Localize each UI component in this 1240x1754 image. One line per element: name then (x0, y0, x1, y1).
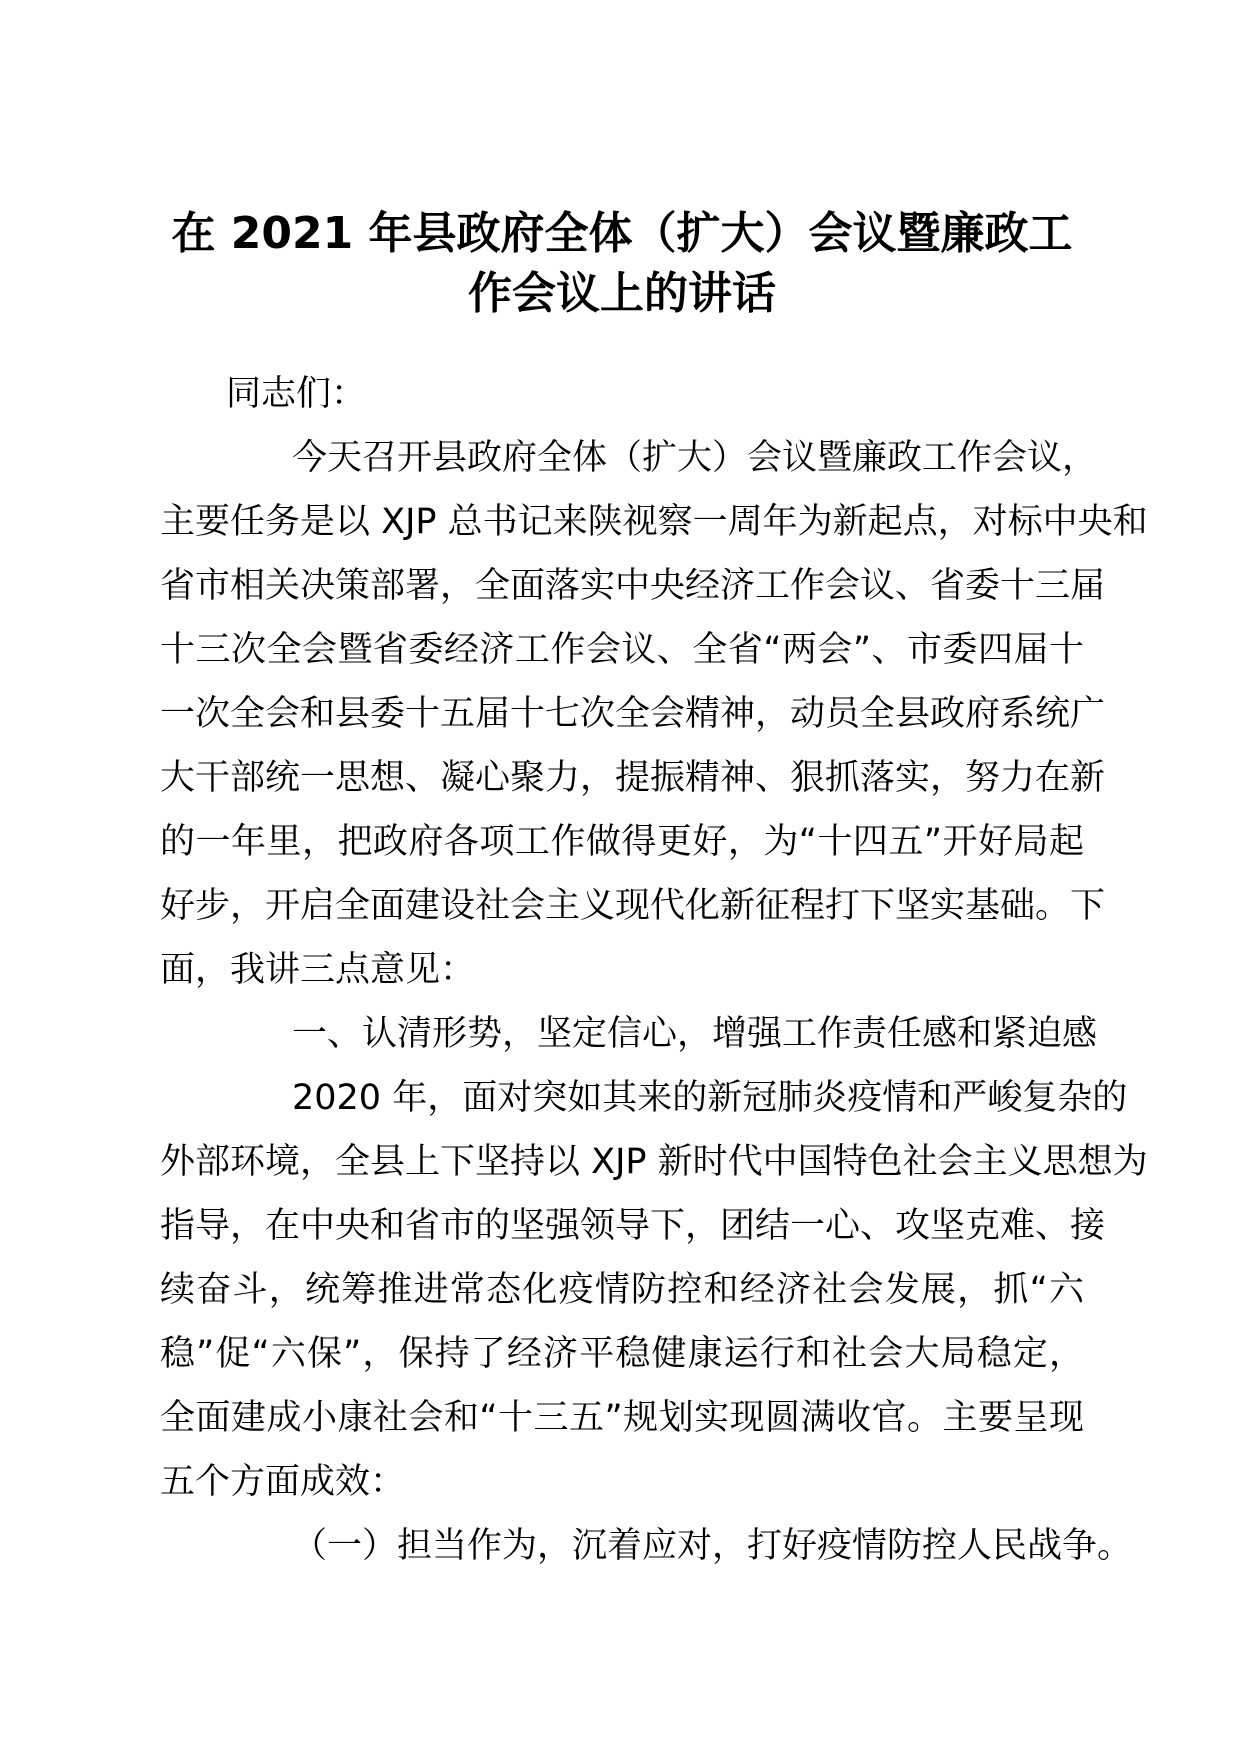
document-title-line-2: 作会议上的讲话 (468, 268, 776, 319)
paragraph1-line-6: 大干部统一思想、凝心聚力，提振精神、狠抓落实，努力在新 (160, 758, 1106, 798)
greeting: 同志们： (226, 374, 367, 414)
paragraph2-line-5: 稳”促“六保”，保持了经济平稳健康运行和社会大局稳定， (160, 1334, 1084, 1374)
paragraph1-line-4: 十三次全会暨省委经济工作会议、全省“两会”、市委四届十 (160, 630, 1084, 670)
paragraph2-line-6: 全面建成小康社会和“十三五”规划实现圆满收官。主要呈现 (160, 1398, 1084, 1438)
paragraph1-line-1: 今天召开县政府全体（扩大）会议暨廉政工作会议， (292, 438, 1098, 478)
section-heading-1: 一、认清形势，坚定信心，增强工作责任感和紧迫感 (292, 1014, 1098, 1054)
paragraph1-line-5: 一次全会和县委十五届十七次全会精神，动员全县政府系统广 (160, 694, 1106, 734)
paragraph2-line-3: 指导，在中央和省市的坚强领导下，团结一心、攻坚克难、接 (160, 1206, 1106, 1246)
paragraph1-line-3: 省市相关决策部署，全面落实中央经济工作会议、省委十三届 (160, 566, 1106, 606)
paragraph2-line-2: 外部环境，全县上下坚持以 XJP 新时代中国特色社会主义思想为 (160, 1142, 1148, 1182)
subheading-1: （一）担当作为，沉着应对，打好疫情防控人民战争。 (292, 1526, 1133, 1566)
paragraph1-line-2: 主要任务是以 XJP 总书记来陕视察一周年为新起点，对标中央和 (160, 502, 1148, 542)
paragraph1-line-9: 面，我讲三点意见： (160, 950, 476, 990)
paragraph2-line-1: 2020 年，面对突如其来的新冠肺炎疫情和严峻复杂的 (292, 1078, 1128, 1118)
document-title-line-1: 在 2021 年县政府全体（扩大）会议暨廉政工 (171, 208, 1073, 259)
paragraph2-line-4: 续奋斗，统筹推进常态化疫情防控和经济社会发展，抓“六 (160, 1270, 1084, 1310)
paragraph1-line-8: 好步，开启全面建设社会主义现代化新征程打下坚实基础。下 (160, 886, 1106, 926)
paragraph2-line-7: 五个方面成效： (160, 1462, 406, 1502)
paragraph1-line-7: 的一年里，把政府各项工作做得更好，为“十四五”开好局起 (160, 822, 1084, 862)
